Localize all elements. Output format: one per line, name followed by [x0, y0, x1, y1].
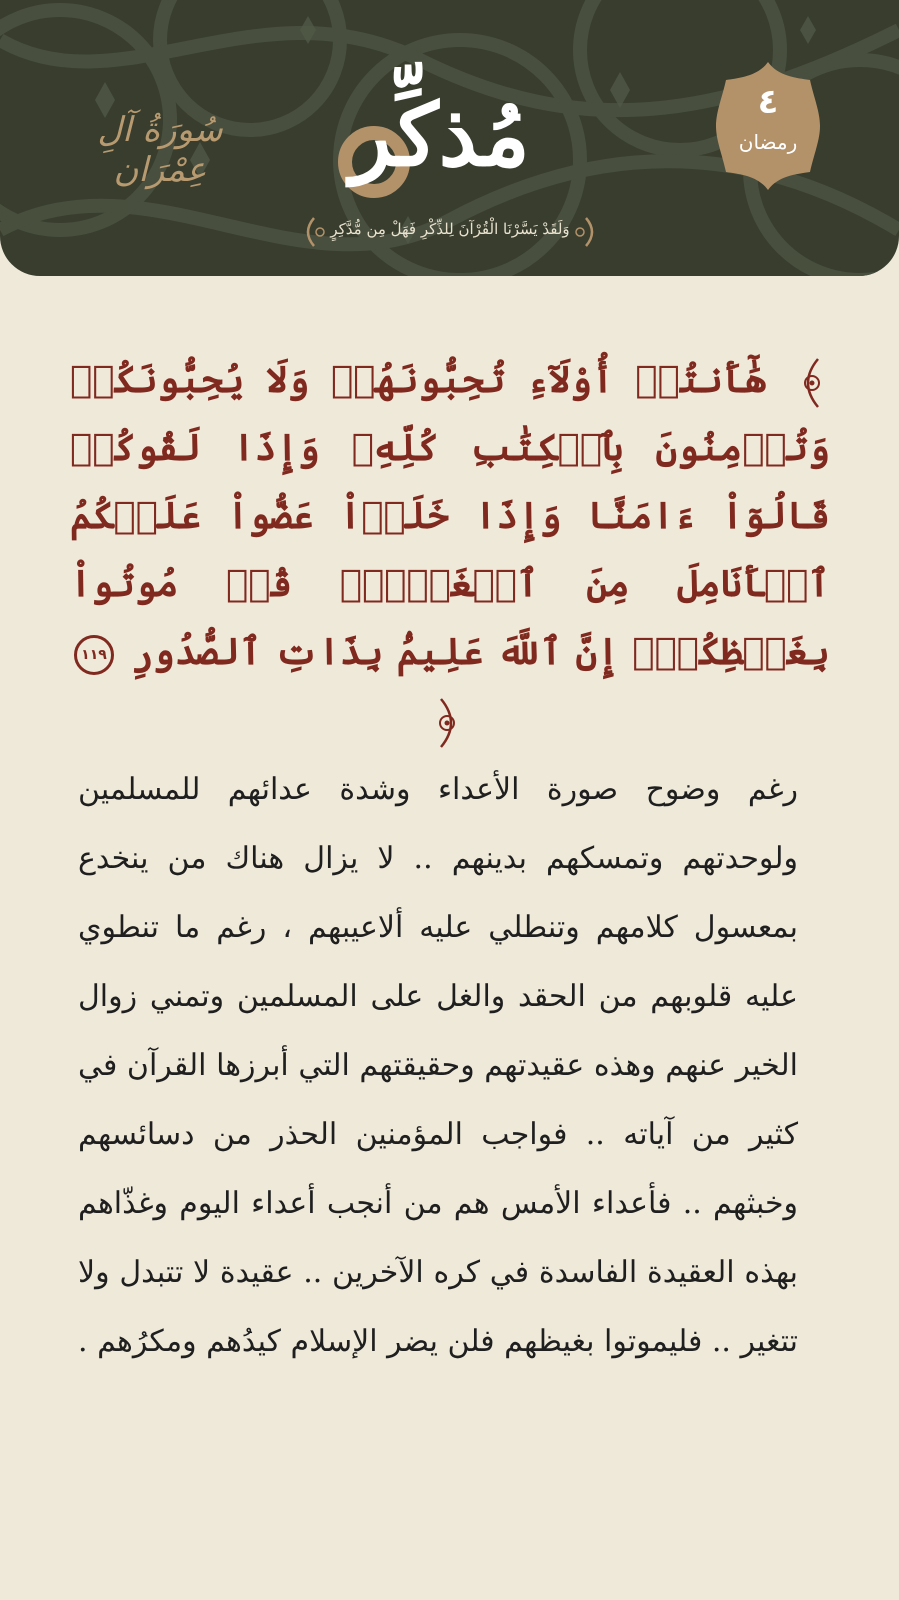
date-badge — [716, 62, 820, 190]
date-month: رمضان — [738, 130, 798, 154]
quran-verse — [70, 345, 830, 753]
commentary-text: رغم وضوح صورة الأعداء وشدة عدائهم للمسلمين ولوحدتهم وتمسكهم بدينهم .. لا يزال هناك من ينخدع بمعسول كلامهم وتنطلي عليه ألاعيبهم ، رغم ما تنطوي عليه قلوبهم من الحقد والغل على المسلمين وتمني زوال الخير عنهم وهذه عقيدتهم وحقيقتهم التي أبرزها القرآن في كثير من آياته .. فواجب المؤمنين الحذر من دسائسهم وخبثهم .. فأعداء الأمس هم من أنجب أعداء اليوم وغذّاهم بهذه العقيدة الفاسدة في كره الآخرين .. عقيدة لا تتبدل ولا تتغير .. فليموتوا بغيظهم فلن يضر الإسلام كيدُهم ومكرُهم . — [78, 772, 798, 1359]
header-banner — [0, 0, 899, 276]
tagline — [300, 212, 600, 252]
app-title: مُذكِّر — [350, 85, 530, 186]
verse-open-ornament-icon — [792, 355, 826, 411]
tagline-text: وَلَقَدْ يَسَّرْنَا الْقُرْآنَ لِلذِّكْرِ فَهَلْ مِن مُّدَّكِرٍ — [330, 220, 570, 238]
ayah-number-icon: ١١٩ — [74, 635, 114, 675]
verse-close-ornament-icon — [433, 695, 467, 751]
verse-text: هَٰٓأَنتُمۡ أُوْلَآءِ تُحِبُّونَهُمۡ وَلَا يُحِبُّونَكُمۡ وَتُؤۡمِنُونَ بِٱلۡكِتَٰبِ كُلِّهِۦ وَإِذَا لَقُوكُمۡ قَالُوٓاْ ءَامَنَّا وَإِذَا خَلَوۡاْ عَضُّواْ عَلَيۡكُمُ ٱلۡأَنَامِلَ مِنَ ٱلۡغَيۡظِۚ قُلۡ مُوتُواْ بِغَيۡظِكُمۡۗ إِنَّ ٱللَّهَ عَلِيمُۢ بِذَاتِ ٱلصُّدُورِ — [70, 357, 830, 673]
app-logo — [320, 40, 560, 200]
surah-name: سُورَةُ آلِ عِمْرَان — [97, 110, 223, 190]
date-day: ٤ — [757, 82, 779, 122]
